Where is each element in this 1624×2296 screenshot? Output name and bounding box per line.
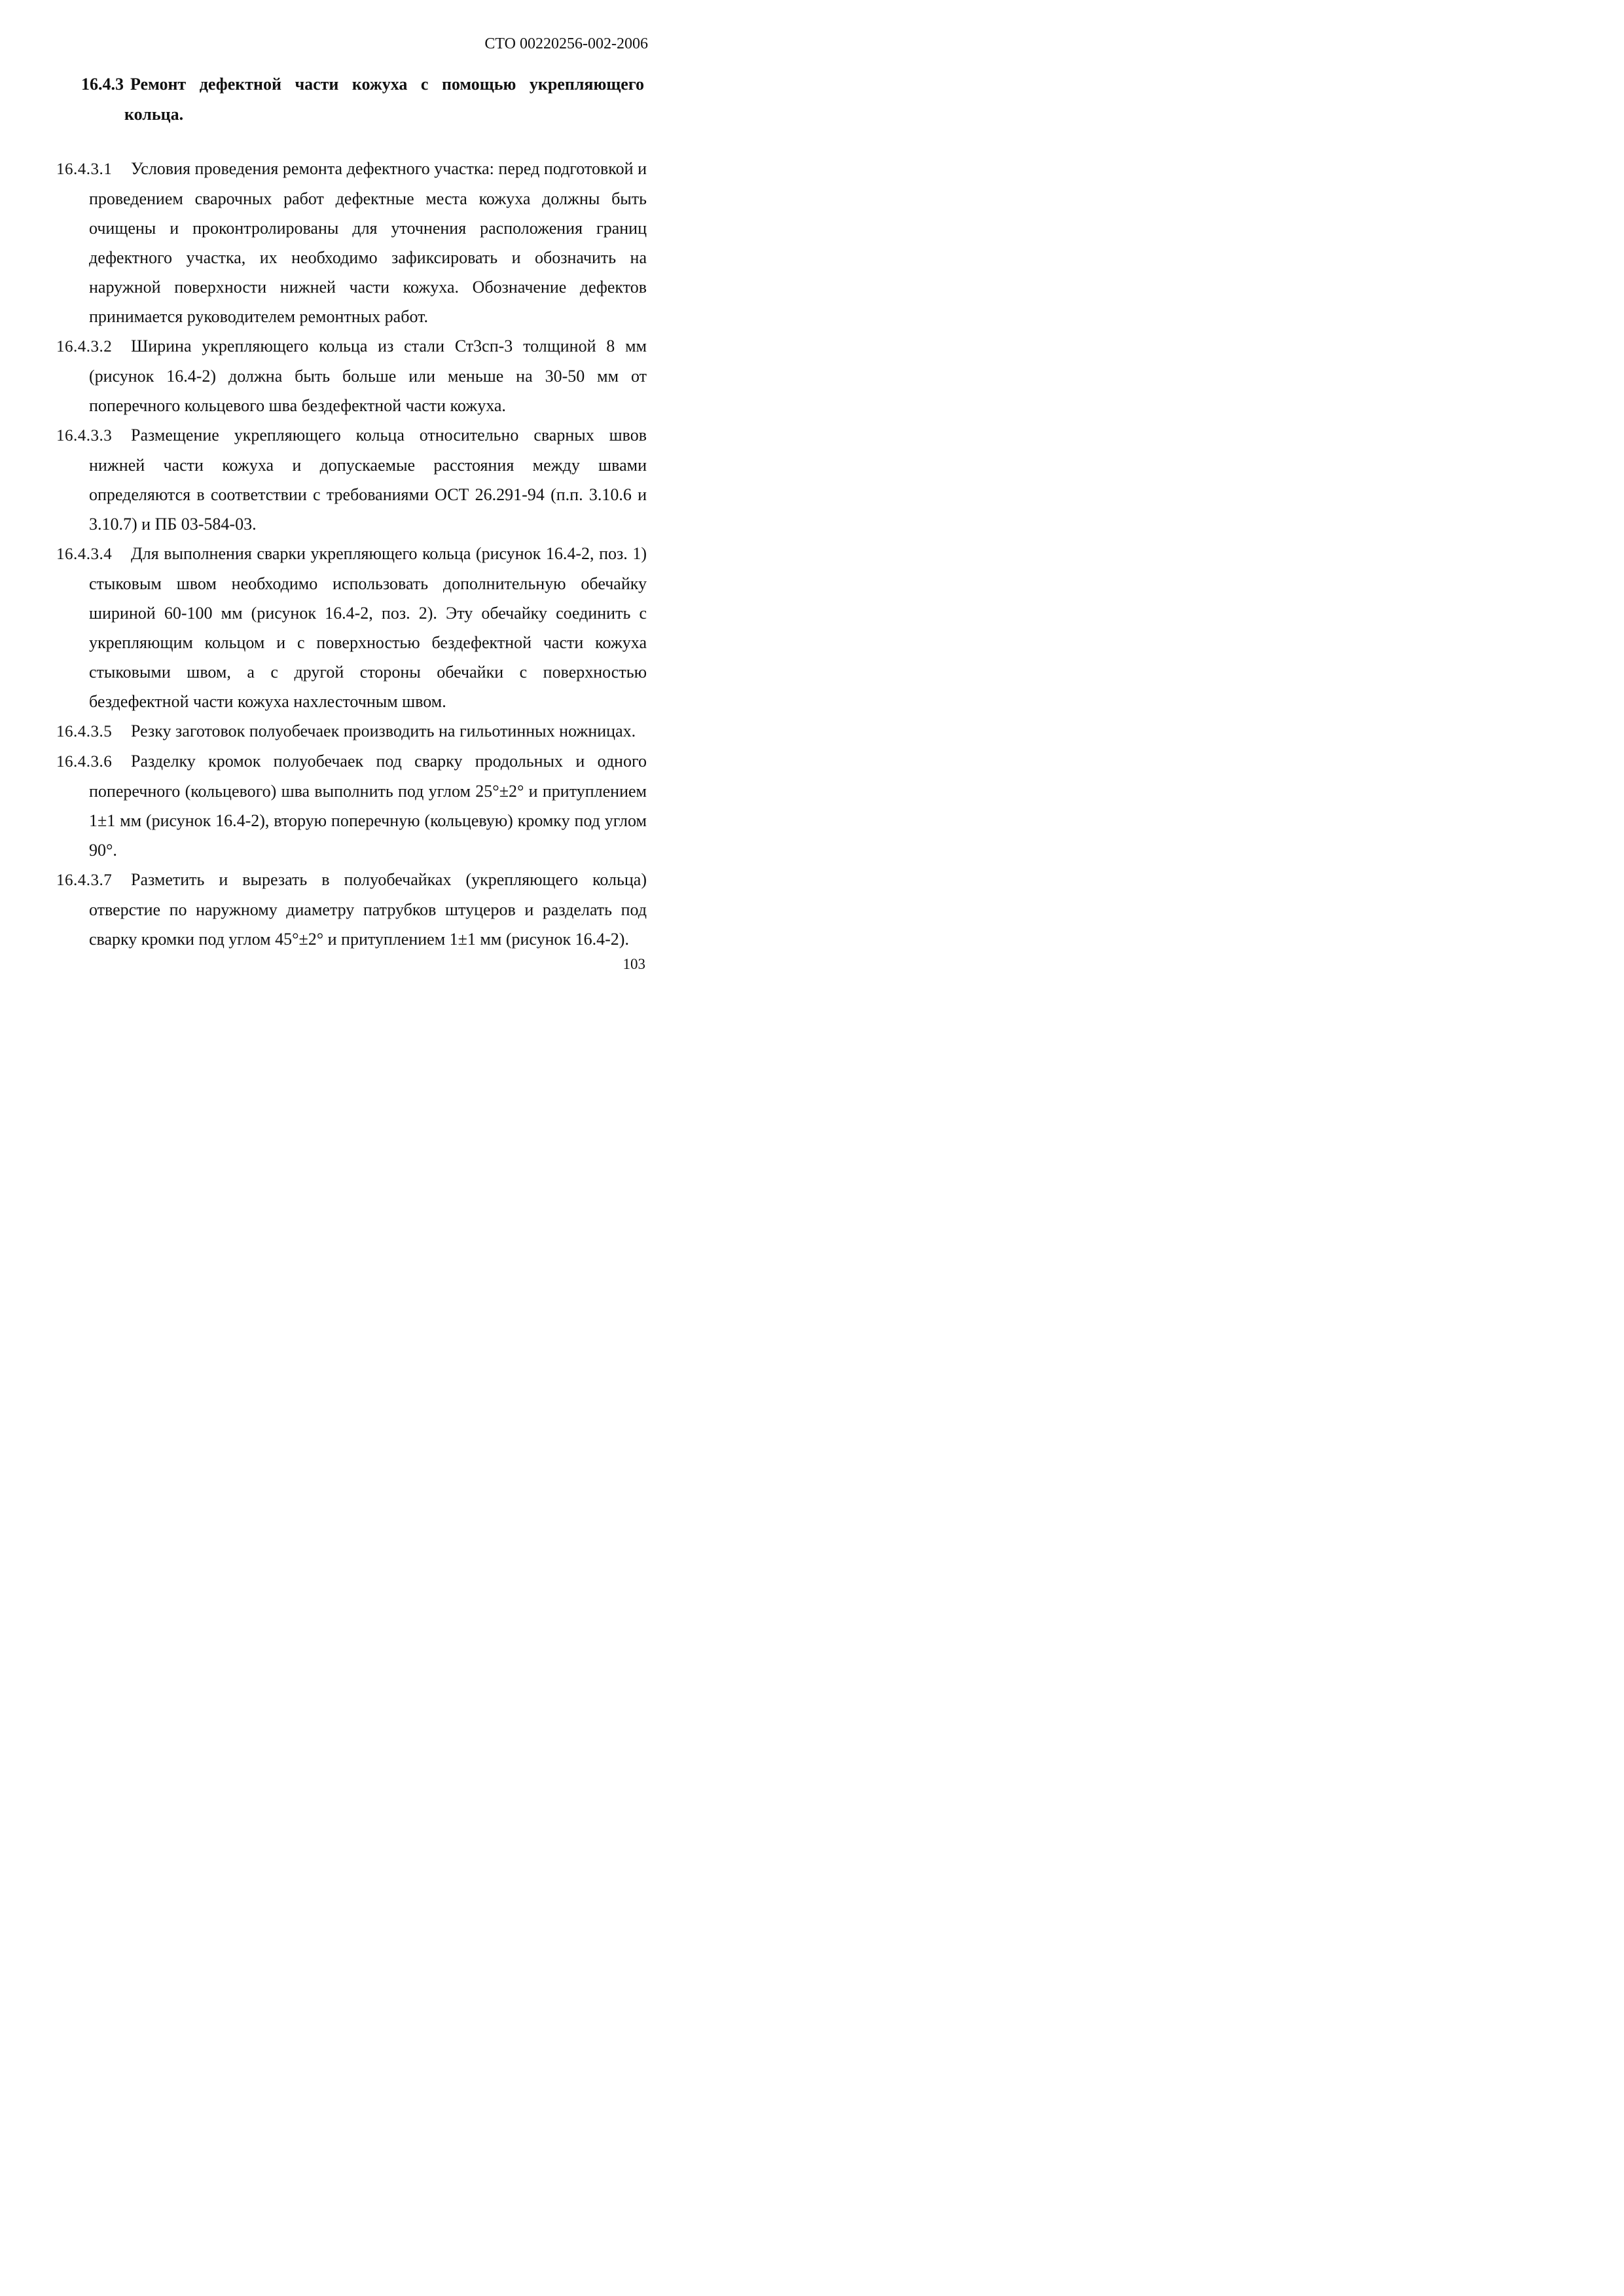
document-page <box>0 0 722 1021</box>
section-title-line-1: Ремонт дефектной части кожуха с помощью укрепляющего <box>130 75 644 94</box>
section-number: 16.4.3 <box>81 75 124 94</box>
clause-number: 16.4.3.6 <box>56 753 113 771</box>
section-title-line-2: кольца. <box>124 105 184 124</box>
clause-number: 16.4.3.1 <box>56 160 113 178</box>
clause-number: 16.4.3.3 <box>56 427 113 445</box>
clause-16-4-3-4 <box>56 539 647 716</box>
clause-16-4-3-7 <box>56 865 647 954</box>
clause-text: Разметить и вырезать в полуобечайках (укрепляющего кольца) отверстие по наружному диаметру патрубков штуцеров и разделать под сварку кромки под углом 45°±2° и притуплением 1±1 мм (рисунок 16.4-2). <box>89 870 647 949</box>
clause-number: 16.4.3.2 <box>56 338 113 355</box>
clause-list <box>56 154 647 954</box>
page-number: 103 <box>623 956 645 972</box>
clause-16-4-3-2 <box>56 331 647 420</box>
clause-number: 16.4.3.4 <box>56 545 113 563</box>
clause-text: Для выполнения сварки укрепляющего кольца (рисунок 16.4-2, поз. 1) стыковым швом необходимо использовать дополнительную обечайку шириной 60-100 мм (рисунок 16.4-2, поз. 2). Эту обечайку соединить с укрепляющим кольцом и с поверхностью бездефектной части кожуха стыковыми швом, а с другой стороны обечайки с поверхностью бездефектной части кожуха нахлесточным швом. <box>89 544 647 711</box>
clause-16-4-3-6 <box>56 746 647 865</box>
clause-text: Разделку кромок полуобечаек под сварку продольных и одного поперечного (кольцевого) шва выполнить под углом 25°±2° и притуплением 1±1 мм (рисунок 16.4-2), вторую поперечную (кольцевую) кромку под углом 90°. <box>89 752 647 860</box>
clause-16-4-3-3 <box>56 420 647 539</box>
clause-number: 16.4.3.7 <box>56 871 113 889</box>
clause-text: Условия проведения ремонта дефектного участка: перед подготовкой и проведением сварочных работ дефектные места кожуха должны быть очищены и проконтролированы для уточнения расположения границ дефектного участка, их необходимо зафиксировать и обозначить на наружной поверхности нижней части кожуха. Обозначение дефектов принимается руководителем ремонтных работ. <box>89 159 647 326</box>
document-code: СТО 00220256-002-2006 <box>484 35 648 52</box>
section-heading <box>81 69 647 130</box>
clause-16-4-3-5 <box>56 716 647 746</box>
clause-number: 16.4.3.5 <box>56 723 113 740</box>
clause-text: Размещение укрепляющего кольца относительно сварных швов нижней части кожуха и допускаемые расстояния между швами определяются в соответствии с требованиями ОСТ 26.291-94 (п.п. 3.10.6 и 3.10.7) и ПБ 03-584-03. <box>89 426 647 534</box>
clause-text: Ширина укрепляющего кольца из стали Ст3сп-3 толщиной 8 мм (рисунок 16.4-2) должна быть больше или меньше на 30-50 мм от поперечного кольцевого шва бездефектной части кожуха. <box>89 337 647 415</box>
clause-text: Резку заготовок полуобечаек производить на гильотинных ножницах. <box>131 721 636 740</box>
clause-16-4-3-1 <box>56 154 647 331</box>
